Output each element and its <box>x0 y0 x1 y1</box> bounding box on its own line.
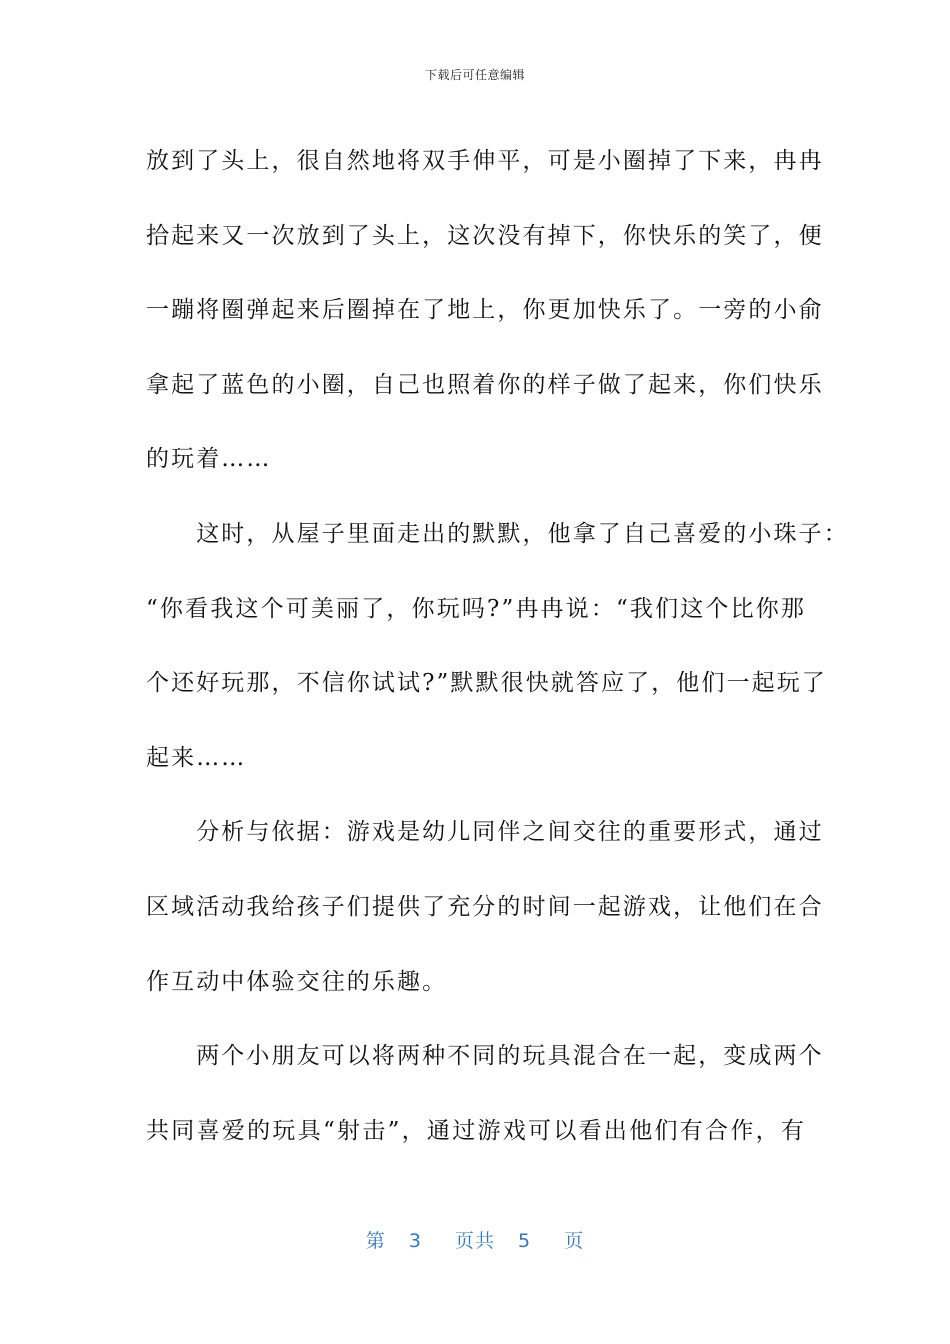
paragraph-1 <box>146 124 824 497</box>
text-line: 共同喜爱的玩具“射击”，通过游戏可以看出他们有合作，有 <box>146 1117 806 1144</box>
page-label-prefix: 第 <box>365 1230 386 1252</box>
text-line: 起来…… <box>146 744 247 771</box>
text-line: 个还好玩那，不信你试试?”默默很快就答应了，他们一起玩了 <box>146 670 827 697</box>
total-pages-number: 5 <box>518 1230 532 1252</box>
current-page-number: 3 <box>408 1230 422 1252</box>
text-line: “你看我这个可美丽了，你玩吗?”冉冉说：“我们这个比你那 <box>146 595 806 622</box>
paragraph-4 <box>146 1019 824 1168</box>
page-label-mid: 页共 <box>454 1230 495 1252</box>
header-text: 下载后可任意编辑 <box>424 68 525 82</box>
text-line: 这时，从屋子里面走出的默默，他拿了自己喜爱的小珠子： <box>146 520 849 547</box>
page-label-suffix: 页 <box>564 1230 585 1252</box>
text-line: 一蹦将圈弹起来后圈掉在了地上，你更加快乐了。一旁的小俞 <box>146 297 824 324</box>
text-line: 分析与依据：游戏是幼儿同伴之间交往的重要形式，通过 <box>146 819 824 846</box>
text-line: 作互动中体验交往的乐趣。 <box>146 968 448 995</box>
text-line: 区域活动我给孩子们提供了充分的时间一起游戏，让他们在合 <box>146 893 824 920</box>
text-line: 两个小朋友可以将两种不同的玩具混合在一起，变成两个 <box>146 1043 824 1070</box>
page-footer <box>0 1226 950 1253</box>
document-body <box>146 124 849 1168</box>
text-line: 拾起来又一次放到了头上，这次没有掉下，你快乐的笑了，便 <box>146 222 824 249</box>
text-line: 放到了头上，很自然地将双手伸平，可是小圈掉了下来，冉冉 <box>146 148 824 174</box>
paragraph-3 <box>146 795 824 1019</box>
text-line: 拿起了蓝色的小圈，自己也照着你的样子做了起来，你们快乐 <box>146 371 824 398</box>
text-line: 的玩着…… <box>146 446 272 473</box>
page-header <box>0 66 950 83</box>
paragraph-2 <box>146 497 849 795</box>
